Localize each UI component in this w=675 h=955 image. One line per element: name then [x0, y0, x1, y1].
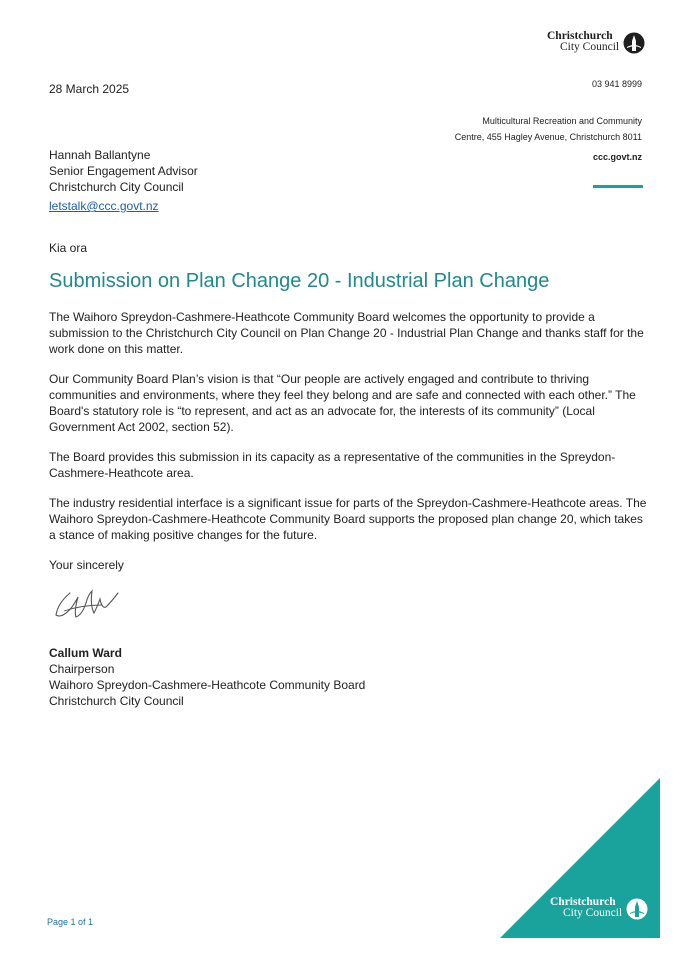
signature-image: [52, 585, 130, 625]
body-paragraph: The industry residential interface is a significant issue for parts of the Spreydon-Cashmere-Heathcote areas. The Waihoro Spreydon-Cashmere-Heathcote Community Board supports the proposed plan change 20, which takes a stance of making positive changes for the future.: [49, 496, 647, 542]
letter-body: [49, 309, 649, 587]
body-paragraph: Our Community Board Plan’s vision is that “Our people are actively engaged and contribute to thriving communities and environments, where they feel they belong and are safe and connected with each other.” The Board's statutory role is “to represent, and act as an advocate for, the interests of its community” (Local Government Act 2002, section 52).: [49, 372, 636, 434]
recipient-org: Christchurch City Council: [49, 180, 184, 194]
body-paragraph: The Board provides this submission in its capacity as a representative of the communities in the Spreydon-Cashmere-Heathcote area.: [49, 450, 616, 480]
footer-logo-line2: City Council: [563, 907, 623, 919]
signer-name: Callum Ward: [49, 646, 122, 660]
website: ccc.govt.nz: [592, 152, 642, 162]
signer-role: Chairperson: [49, 662, 115, 676]
address-line2: Centre, 455 Hagley Avenue, Christchurch 8011: [454, 132, 642, 142]
recipient-role: Senior Engagement Advisor: [49, 164, 198, 178]
accent-divider: [593, 185, 643, 188]
letter-date: 28 March 2025: [49, 82, 130, 96]
signer-board: Waihoro Spreydon-Cashmere-Heathcote Community Board: [49, 678, 366, 692]
logo-line2: City Council: [560, 41, 620, 53]
council-logo-top: [547, 31, 647, 57]
page-number: Page 1 of 1: [47, 917, 94, 927]
recipient-email-link[interactable]: letstalk@ccc.govt.nz: [49, 199, 159, 213]
phone-number: 03 941 8999: [591, 79, 642, 89]
address-line1: Multicultural Recreation and Community: [482, 116, 642, 126]
recipient-name: Hannah Ballantyne: [49, 148, 151, 162]
letter-title: Submission on Plan Change 20 - Industrial Plan Change: [49, 270, 550, 292]
logo-line1: Christchurch: [547, 30, 613, 42]
address: [455, 113, 642, 145]
signer-block: [49, 645, 365, 709]
recipient-block: [49, 147, 198, 214]
cathedral-logo-icon: [626, 898, 648, 920]
body-paragraph: The Waihoro Spreydon-Cashmere-Heathcote Community Board welcomes the opportunity to provide a submission to the Christchurch City Council on Plan Change 20 - Industrial Plan Change and thanks staff for the work done on this matter.: [49, 310, 644, 356]
closing: Your sincerely: [49, 558, 124, 572]
greeting: Kia ora: [49, 241, 88, 255]
signer-org: Christchurch City Council: [49, 694, 184, 708]
footer-logo-line1: Christchurch: [550, 896, 616, 908]
council-logo-bottom: [550, 897, 650, 923]
cathedral-logo-icon: [623, 32, 645, 54]
